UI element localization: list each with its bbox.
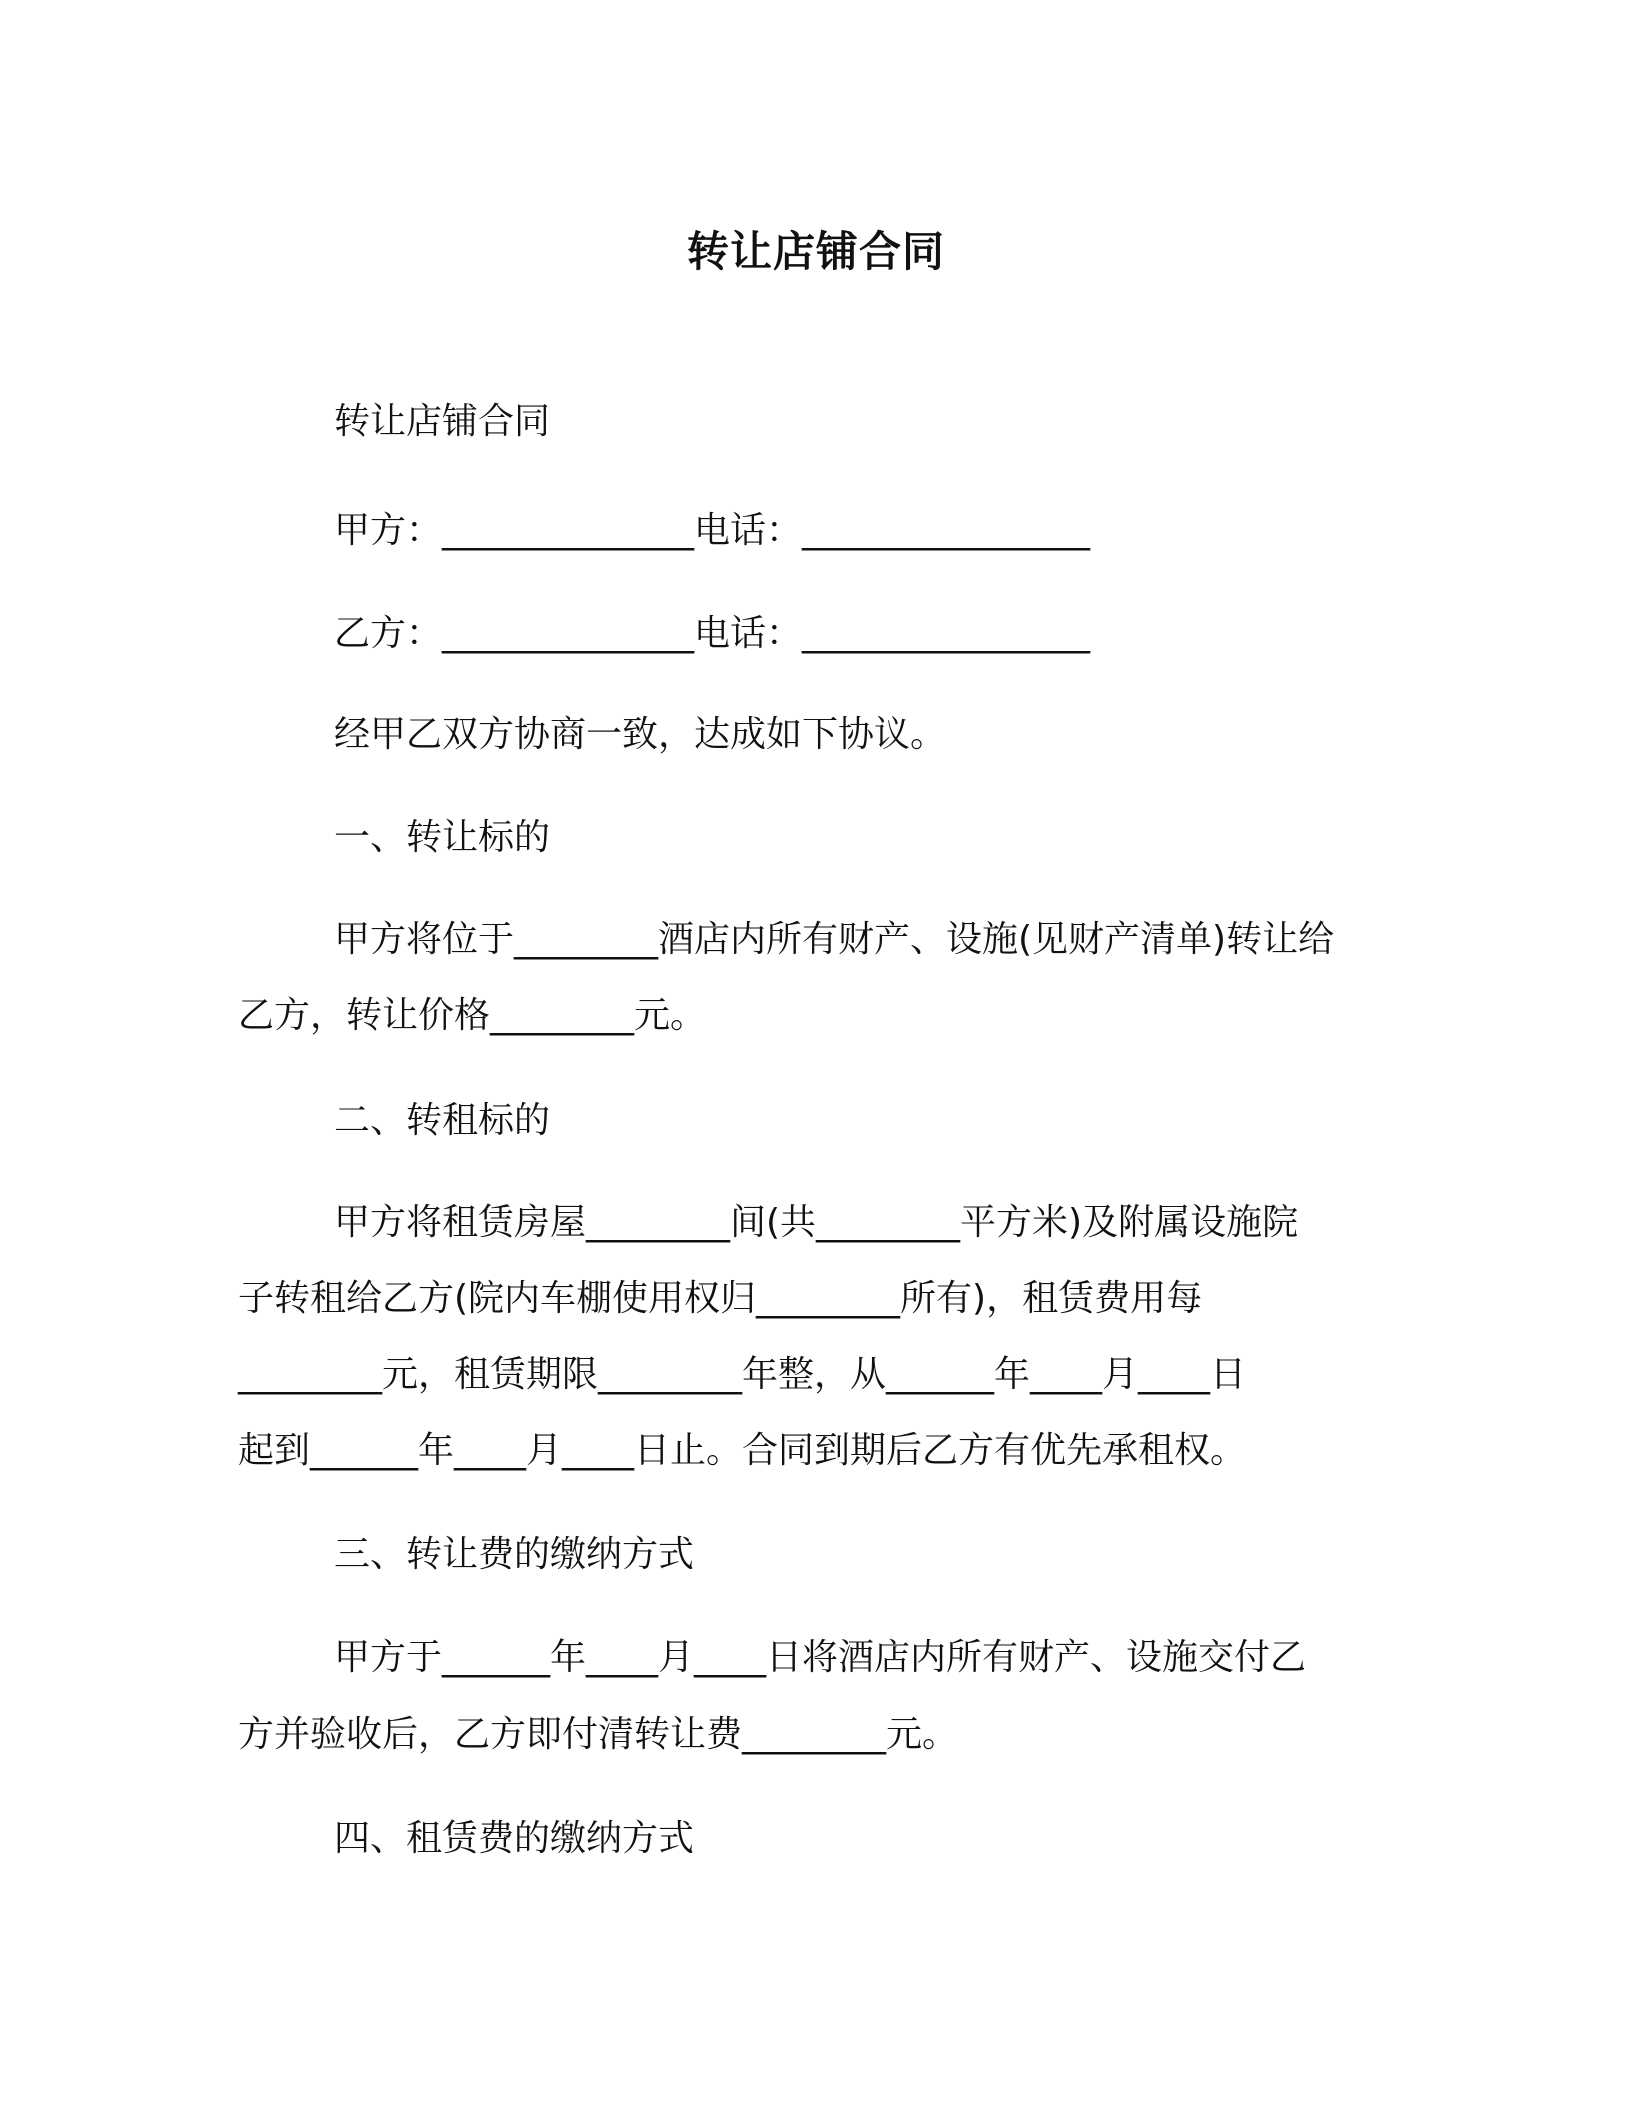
paragraph-line: 甲方于______年____月____日将酒店内所有财产、设施交付乙: [334, 1637, 1307, 1678]
paragraph-line: 甲方将位于________酒店内所有财产、设施(见财产清单)转让给: [334, 919, 1335, 960]
party-b-line: 乙方：______________电话：________________: [334, 613, 1091, 654]
paragraph-line: 乙方，转让价格________元。: [238, 995, 707, 1036]
party-a-line: 甲方：______________电话：________________: [334, 510, 1091, 551]
subtitle: 转让店铺合同: [334, 401, 551, 442]
intro-paragraph: 经甲乙双方协商一致，达成如下协议。: [334, 714, 947, 755]
paragraph-line: 甲方将租赁房屋________间(共________平方米)及附属设施院: [334, 1202, 1299, 1243]
document-title: 转让店铺合同: [686, 227, 945, 276]
section-heading-4: 四、租赁费的缴纳方式: [334, 1818, 695, 1859]
section-heading-3: 三、转让费的缴纳方式: [334, 1534, 695, 1575]
section-heading-1: 一、转让标的: [334, 817, 551, 858]
section-heading-2: 二、转租标的: [334, 1100, 551, 1141]
paragraph-line: 子转租给乙方(院内车棚使用权归________所有)，租赁费用每: [238, 1278, 1203, 1319]
paragraph-line: ________元，租赁期限________年整，从______年____月____日: [238, 1354, 1247, 1395]
paragraph-line: 起到______年____月____日止。合同到期后乙方有优先承租权。: [238, 1430, 1247, 1471]
paragraph-line: 方并验收后，乙方即付清转让费________元。: [238, 1714, 959, 1755]
